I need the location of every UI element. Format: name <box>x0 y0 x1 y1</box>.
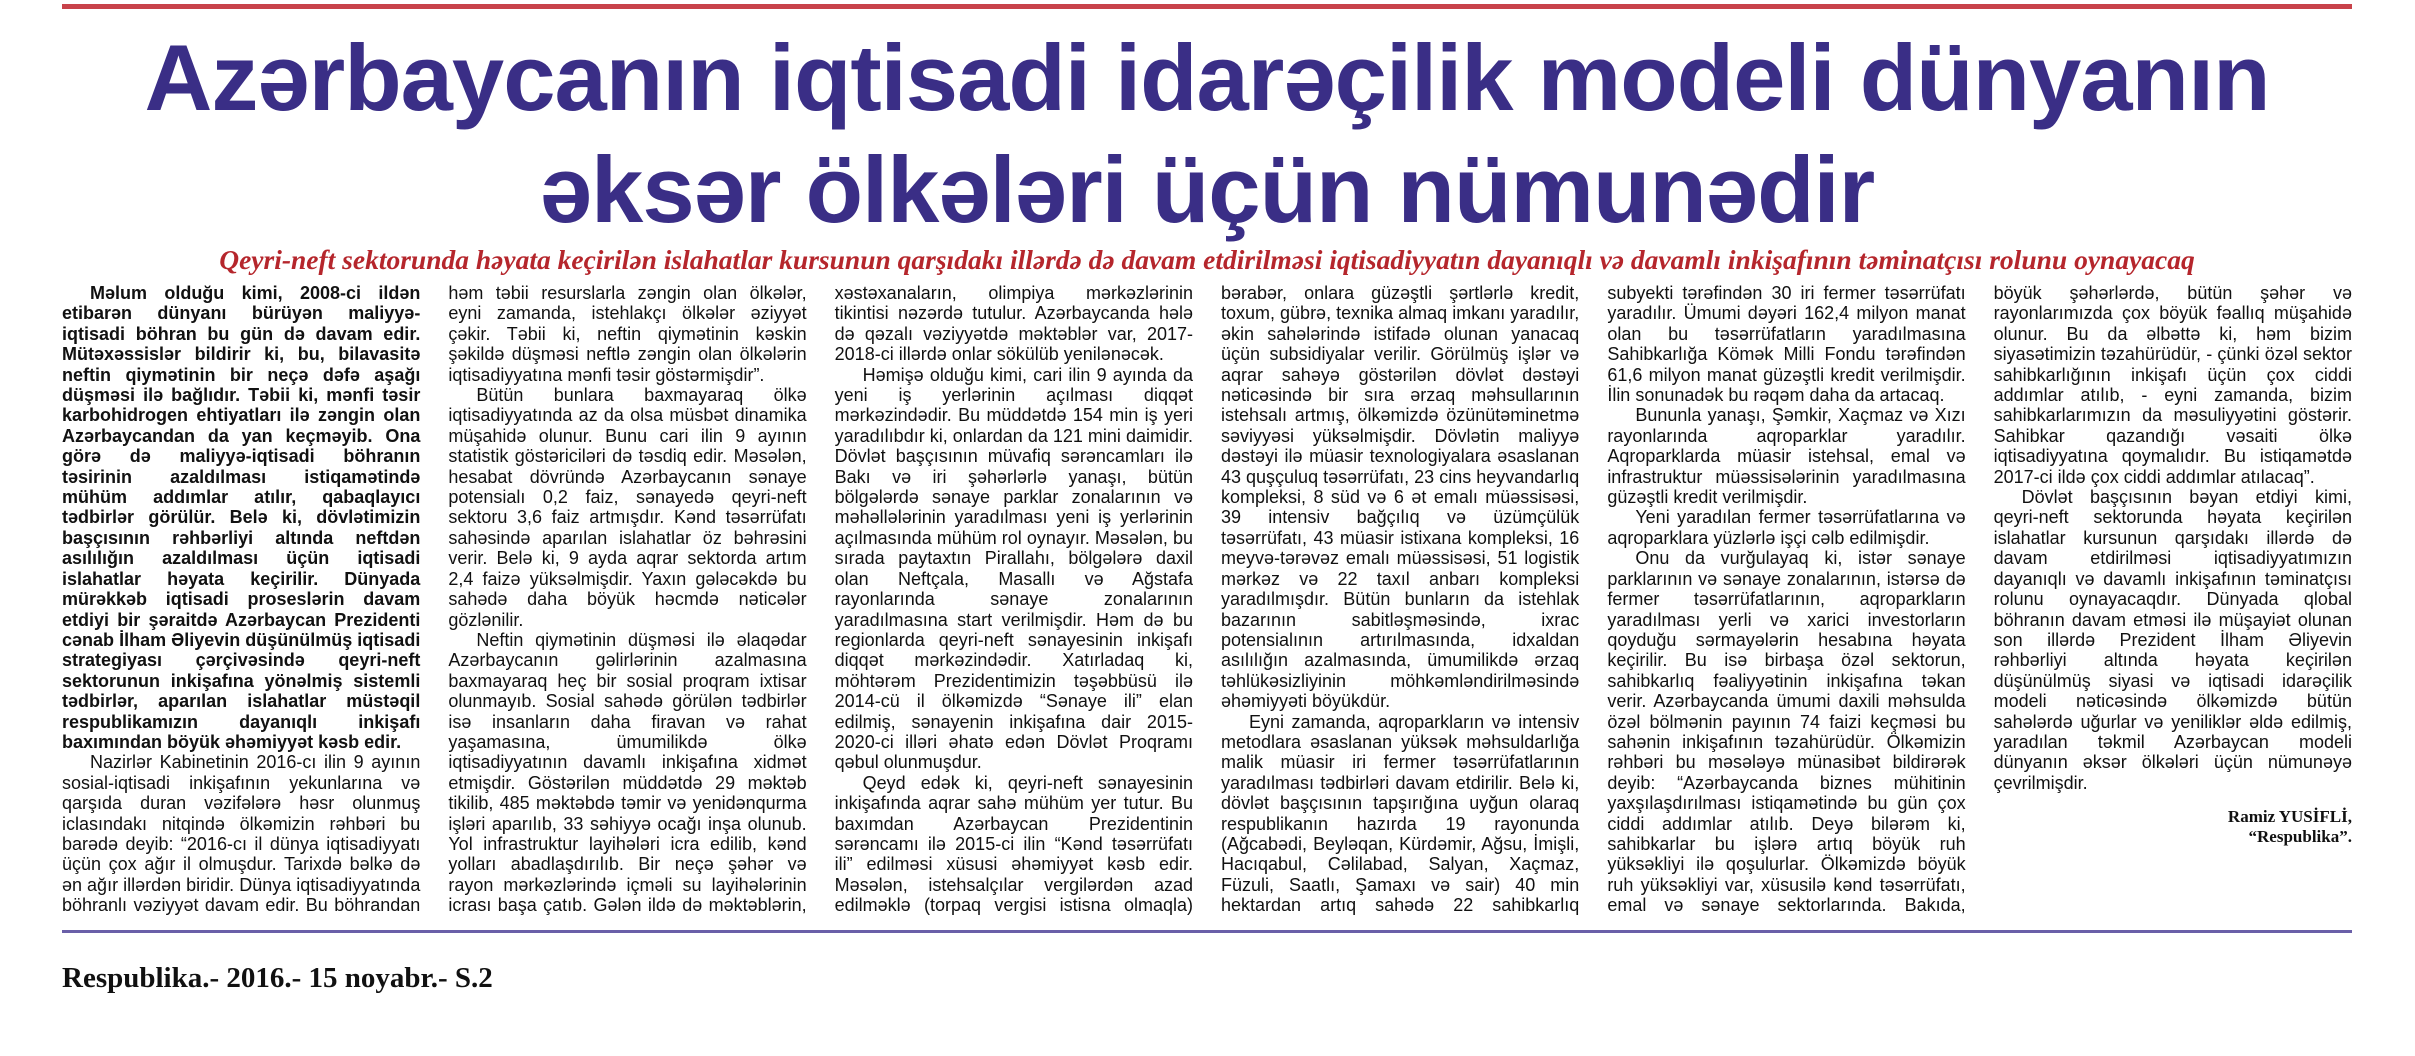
bottom-rule <box>62 930 2352 933</box>
article-paragraph: Neftin qiymətinin düşməsi ilə əlaqədar Azərbaycanın gəlirlərinin azalmasına baxmayaraq heç bir sosial proqram ixtisar olunmayıb. Sosial sahədə görülən tədbirlər isə insanların daha firavan və rahat yaşamasına, ümumilikdə ölkə iqtisadiyyatının davamlı inkişafına xidmət etmişdir. Göstərilən müddətdə 29 məktəb tikilib, 485 məktəbdə təmir və yenidənqurma işləri aparılıb, 33 səhiyyə ocağı inşa olunub. Yol infrastruktur layihələri icra edilib, kənd yolları abadlaşdırılıb. Bir neçə şəhər və rayon mərkəzlərində içməli su layihələrinin icrası başa çatıb. Gələn ildə də məktəblərin, xəstəxanaların, olimpiya mərkəzlərinin tikintisi nəzərdə tutulur. Azərbaycanda hələ də qəzalı vəziyyətdə məktəblər var, 2017-2018-ci illərdə onlar sökülüb yenilənəcək. <box>448 283 1193 916</box>
article-paragraph: Onu da vurğulayaq ki, istər sənaye parklarının və sənaye zonalarının, istərsə də fermer təsərrüfatlarının, aqroparkların yaradılması yerli və xarici investorların qoyduğu sərmayələrin hesabına həyata keçirilir. Bu isə birbaşa özəl sektorun, sahibkarlıq fəaliyyətinin inkişafına təkan verir. Azərbaycanda ümumi daxili məhsulda özəl bölmənin payının 74 faizi keçməsi bu sahənin inkişafının təzahürüdür. Ölkəmizin rəhbəri bu məsələyə münasibət bildirərək deyib: “Azərbaycanda biznes mühitinin yaxşılaşdırılması istiqamətində bu gün çox ciddi addımlar atılıb. Deyə bilərəm ki, sahibkarlar bu işlərə artıq böyük ruh yüksəkliyi ilə qoşulurlar. Ölkəmizdə böyük ruh yüksəkliyi var, xüsusilə kənd təsərrüfatı, emal və sənaye sektorlarında. Bakıda, böyük şəhərlərdə, bütün şəhər və rayonlarımızda çox böyük fəallıq müşahidə olunur. Bu da əlbəttə ki, həm bizim siyasətimizin təzahürüdür, - çünki özəl sektor sahibkarlığının inkişafı üçün çox ciddi addımlar atılıb, - eyni zamanda, bizim sahibkarlarımızın da məsuliyyətini göstərir. Sahibkar qazandığı vəsaiti ölkə iqtisadiyyatına qoymalıdır. Bu istiqamətdə 2017-ci ildə çox ciddi addımlar atılacaq”. <box>1607 283 2352 916</box>
citation-footer: Respublika.- 2016.- 15 noyabr.- S.2 <box>62 962 493 994</box>
article-paragraph: Bütün bunlara baxmayaraq ölkə iqtisadiyyatında az da olsa müsbət dinamika müşahidə olunur. Bunu cari ilin 9 ayının statistik göstəriciləri də təsdiq edir. Məsələn, hesabat dövründə Azərbaycanın sənaye potensialı 0,2 faiz, sənayedə qeyri-neft sektoru 3,6 faiz artmışdır. Kənd təsərrüfatı sahəsində aparılan islahatlar öz bəhrəsini verir. Belə ki, 9 ayda aqrar sektorda artım 2,4 faizə yüksəlmişdir. Yaxın gələcəkdə bu sahədə daha böyük həcmdə nəticələr gözlənilir. <box>448 385 807 630</box>
article-paragraph: Qeyd edək ki, qeyri-neft sənayesinin inkişafında aqrar sahə mühüm yer tutur. Bu baxımdan Azərbaycan Prezidentinin sərəncamı ilə 2015-ci ilin “Kənd təsərrüfatı ili” edilməsi xüsusi əhəmiyyət kəsb edir. Məsələn, istehsalçılar vergilərdən azad edilməklə (torpaq vergisi istisna olmaqla) bərabər, onlara güzəştli şərtlərlə kredit, toxum, gübrə, texnika almaq imkanı yaradılır, əkin sahələrində istifadə olunan yanacaq üçün subsidiyalar verilir. Görülmüş işlər və aqrar sahəyə göstərilən dövlət dəstəyi nəticəsində bir sıra ərzaq məhsullarının istehsalı artmış, ölkəmizdə özünütəminetmə səviyyəsi yüksəlmişdir. Dövlətin maliyyə dəstəyi ilə müasir texnologiyalara əsaslanan 43 quşçuluq təsərrüfatı, 23 cins heyvandarlıq kompleksi, 8 süd və 6 ət emalı müəssisəsi, 39 intensiv bağçılıq və üzümçülük təsərrüfatı, 43 müasir istixana kompleksi, 16 meyvə-tərəvəz emalı müəssisəsi, 51 logistik mərkəz və 22 taxıl anbarı kompleksi yaradılmışdır. Bütün bunların da istehlak bazarının sabitləşməsində, ixrac potensialının artırılmasında, idxaldan asılılığın azalmasında, ümumilikdə ərzaq təhlükəsizliyinin möhkəmləndirilməsində əhəmiyyəti böyükdür. <box>834 283 1580 916</box>
article-paragraph: Eyni zamanda, aqroparkların və intensiv metodlara əsaslanan yüksək məhsuldarlığa malik müasir iri fermer təsərrüfatlarının yaradılması tədbirləri davam etdirilir. Belə ki, dövlət başçısının tapşırığına uyğun olaraq respublikanın hazırda 19 rayonunda (Ağcabədi, Beyləqan, Kürdəmir, Ağsu, İmişli, Hacıqabul, Cəlilabad, Salyan, Xaçmaz, Füzuli, Saatlı, Şamaxı və sair) 40 min hektardan artıq sahədə 22 sahibkarlıq subyekti tərəfindən 30 iri fermer təsərrüfatı yaradılır. Ümumi dəyəri 162,4 milyon manat olan bu təsərrüfatların yaradılmasına Sahibkarlığa Kömək Milli Fondu tərəfindən 61,6 milyon manat güzəştli kredit verilmişdir. İlin sonunadək bu rəqəm daha da artacaq. <box>1220 283 1966 916</box>
article-paragraph: Dövlət başçısının bəyan etdiyi kimi, qeyri-neft sektorunda həyata keçirilən islahatlar kursunun qarşıdakı illərdə də davam etdirilməsi iqtisadiyyatımızın dayanıqlı və davamlı inkişafının təminatçısı rolunu oynayacaqdır. Dünyada qlobal böhranın davam etməsi ilə müşayiət olunan son illərdə Prezident İlham Əliyevin rəhbərliyi altında həyata keçirilən düşünülmüş siyasi və iqtisadi idarəçilik modeli nəticəsində ölkəmizdə bütün sahələrdə uğurlar və yeniliklər əldə edilmiş, yaradılan təkmil Azərbaycan modeli dünyanın əksər ölkələri üçün nümunəyə çevrilmişdir. <box>1993 487 2352 793</box>
article-paragraph: Bununla yanaşı, Şəmkir, Xaçmaz və Xızı rayonlarında aqroparklar yaradılır. Aqroparklarda müasir istehsal, emal və infrastruktur müəssisələrinin yaradılmasına güzəştli kredit verilmişdir. <box>1607 405 1966 508</box>
article-paragraph: Həmişə olduğu kimi, cari ilin 9 ayında da yeni iş yerlərinin açılması diqqət mərkəzindədir. Bu müddətdə 154 min iş yeri yaradılıbdır ki, onlardan da 121 mini daimidir. Dövlət başçısının müvafiq sərəncamları ilə Bakı və iri şəhərlərlə yanaşı, bütün bölgələrdə sənaye parklar zonalarının və məhəllələrinin yaradılması yeni iş yerlərinin açılmasında mühüm rol oynayır. Məsələn, bu sırada paytaxtın Pirallahı, bölgələrə daxil olan Neftçala, Masallı və Ağstafa rayonlarında sənaye zonalarının yaradılmasına start verilmişdir. Həm də bu regionlarda qeyri-neft sənayesinin inkişafı diqqət mərkəzindədir. Xatırladaq ki, möhtərəm Prezidentimizin təşəbbüsü ilə 2014-cü il ölkəmizdə “Sənaye ili” elan edilmiş, sənayenin inkişafına dair 2015-2020-ci illəri əhatə edən Dövlət Proqramı qəbul olunmuşdur. <box>834 364 1193 773</box>
article-lead: Məlum olduğu kimi, 2008-ci ildən etibarən dünyanı bürüyən maliyyə-iqtisadi böhran bu gün də davam edir. Mütəxəssislər bildirir ki, bu, bilavasitə neftin qiymətinin bir neçə dəfə aşağı düşməsi ilə bağlıdır. Təbii ki, mənfi təsir karbohidrogen ehtiyatları ilə zəngin olan Azərbaycandan da yan keçməyib. Ona görə də maliyyə-iqtisadi böhranın təsirinin azaldılması istiqamətində mühüm addımlar atılır, qabaqlayıcı tədbirlər görülür. Belə ki, dövlətimizin başçısının rəhbərliyi altında neftdən asılılığın azaldılması üçün iqtisadi islahatlar həyata keçirilir. Dünyada mürəkkəb iqtisadi proseslərin davam etdiyi bir şəraitdə Azərbaycan Prezidenti cənab İlham Əliyevin düşünülmüş iqtisadi strategiyası çərçivəsində qeyri-neft sektorunun inkişafına yönəlmiş sistemli tədbirlər, aparılan islahatlar müstəqil respublikamızın dayanıqlı inkişafı baxımından böyük əhəmiyyət kəsb edir. <box>62 283 421 752</box>
article-body <box>62 283 2352 923</box>
article-paragraph: Nazirlər Kabinetinin 2016-cı ilin 9 ayının sosial-iqtisadi inkişafının yekunlarına və qarşıda duran vəzifələrə həsr olunmuş iclasındakı nitqində ölkəmizin rəhbəri bu barədə deyib: “2016-cı il dünya iqtisadiyyatı üçün çox ağır il olmuşdur. Tarixdə bəlkə də ən ağır illərdən biridir. Dünya iqtisadiyyatında böhranlı vəziyyət davam edir. Bu böhrandan həm təbii resurslarla zəngin olan ölkələr, eyni zamanda, istehlakçı ölkələr əziyyət çəkir. Təbii ki, neftin qiymətinin kəskin şəkildə düşməsi neftlə zəngin olan ölkələrin iqtisadiyyatına mənfi təsir göstərmişdir”. <box>62 283 807 916</box>
byline-author: Ramiz YUSİFLİ, <box>2227 807 2352 827</box>
byline <box>1994 807 2352 847</box>
top-rule <box>62 4 2352 9</box>
headline: Azərbaycanın iqtisadi idarəçilik modeli dünyanın əksər ölkələri üçün nümunədir <box>144 25 2270 242</box>
byline-source: “Respublika”. <box>2248 827 2352 847</box>
subheadline: Qeyri-neft sektorunda həyata keçirilən islahatlar kursunun qarşıdakı illərdə də davam etdirilməsi iqtisadiyyatın dayanıqlı və davamlı inkişafının təminatçısı rolunu oynayacaq <box>219 244 2195 275</box>
article-paragraph: Yeni yaradılan fermer təsərrüfatlarına və aqroparklara yüzlərlə işçi cəlb edilmişdir. <box>1607 507 1966 548</box>
